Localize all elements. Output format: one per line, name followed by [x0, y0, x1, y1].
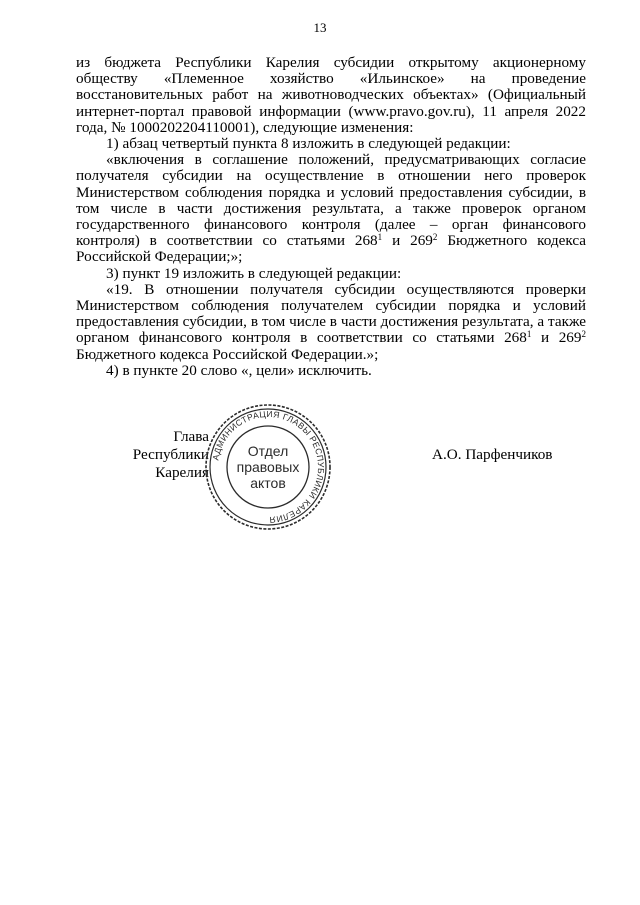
superscript-1: 1	[377, 232, 383, 243]
quote-1-text-c: Бюджетного кодекса Российской Федерации;»;	[76, 232, 586, 266]
quote-2	[76, 282, 586, 363]
superscript-2b: 2	[581, 329, 586, 340]
quote-1-text-a: «включения в соглашение положений, предусматривающих согласие получателя субсидии на осуществление в отношении него проверок Министерством соблюдения порядка и условий предоставления субсидии, в том числе в части достижения результата, а также проверок органом государственного финансового контроля (далее – орган финансового контроля) в соответствии со статьями 268	[76, 151, 586, 250]
quote-1-text-b: и 269	[382, 232, 433, 250]
signatory-name: А.О. Парфенчиков	[432, 446, 553, 463]
page-number: 13	[313, 20, 327, 35]
item-3: 3) пункт 19 изложить в следующей редакции:	[106, 264, 402, 282]
stamp-ring-text: АДМИНИСТРАЦИЯ ГЛАВЫ РЕСПУБЛИКИ КАРЕЛИЯ	[210, 408, 327, 526]
item-1: 1) абзац четвертый пункта 8 изложить в следующей редакции:	[106, 135, 511, 153]
stamp-center-line2: правовых	[236, 459, 300, 475]
official-stamp	[203, 402, 333, 532]
signatory-title-line1: Глава	[173, 428, 209, 445]
signatory-title	[79, 428, 209, 482]
intro-paragraph: из бюджета Республики Карелия субсидии открытому акционерному обществу «Племенное хозяйство «Ильинское» на проведение восстановительных работ на животноводческих объектах» (Официальный интернет-портал правовой информации (www.pravo.gov.ru), 11 апреля 2022 года, № 1000202204110001), следующие изменения:	[76, 54, 586, 136]
superscript-1b: 1	[526, 329, 532, 340]
quote-2-text-b: и 269	[531, 329, 582, 347]
stamp-center-line1: Отдел	[247, 443, 289, 459]
quote-2-text-a: «19. В отношении получателя субсидии осуществляются проверки Министерством соблюдения получателем субсидии порядка и условий предоставления субсидии, в том числе в части достижения результата, а также органом финансового контроля в соответствии со статьями 268	[76, 280, 586, 347]
document-body	[76, 55, 586, 379]
stamp-center-line3: актов	[250, 475, 286, 491]
quote-2-text-c: Бюджетного кодекса Российской Федерации.»;	[76, 345, 379, 363]
item-4: 4) в пункте 20 слово «, цели» исключить.	[106, 361, 372, 379]
quote-1	[76, 152, 586, 265]
signatory-title-line2: Республики Карелия	[132, 446, 209, 481]
superscript-2: 2	[432, 232, 438, 243]
